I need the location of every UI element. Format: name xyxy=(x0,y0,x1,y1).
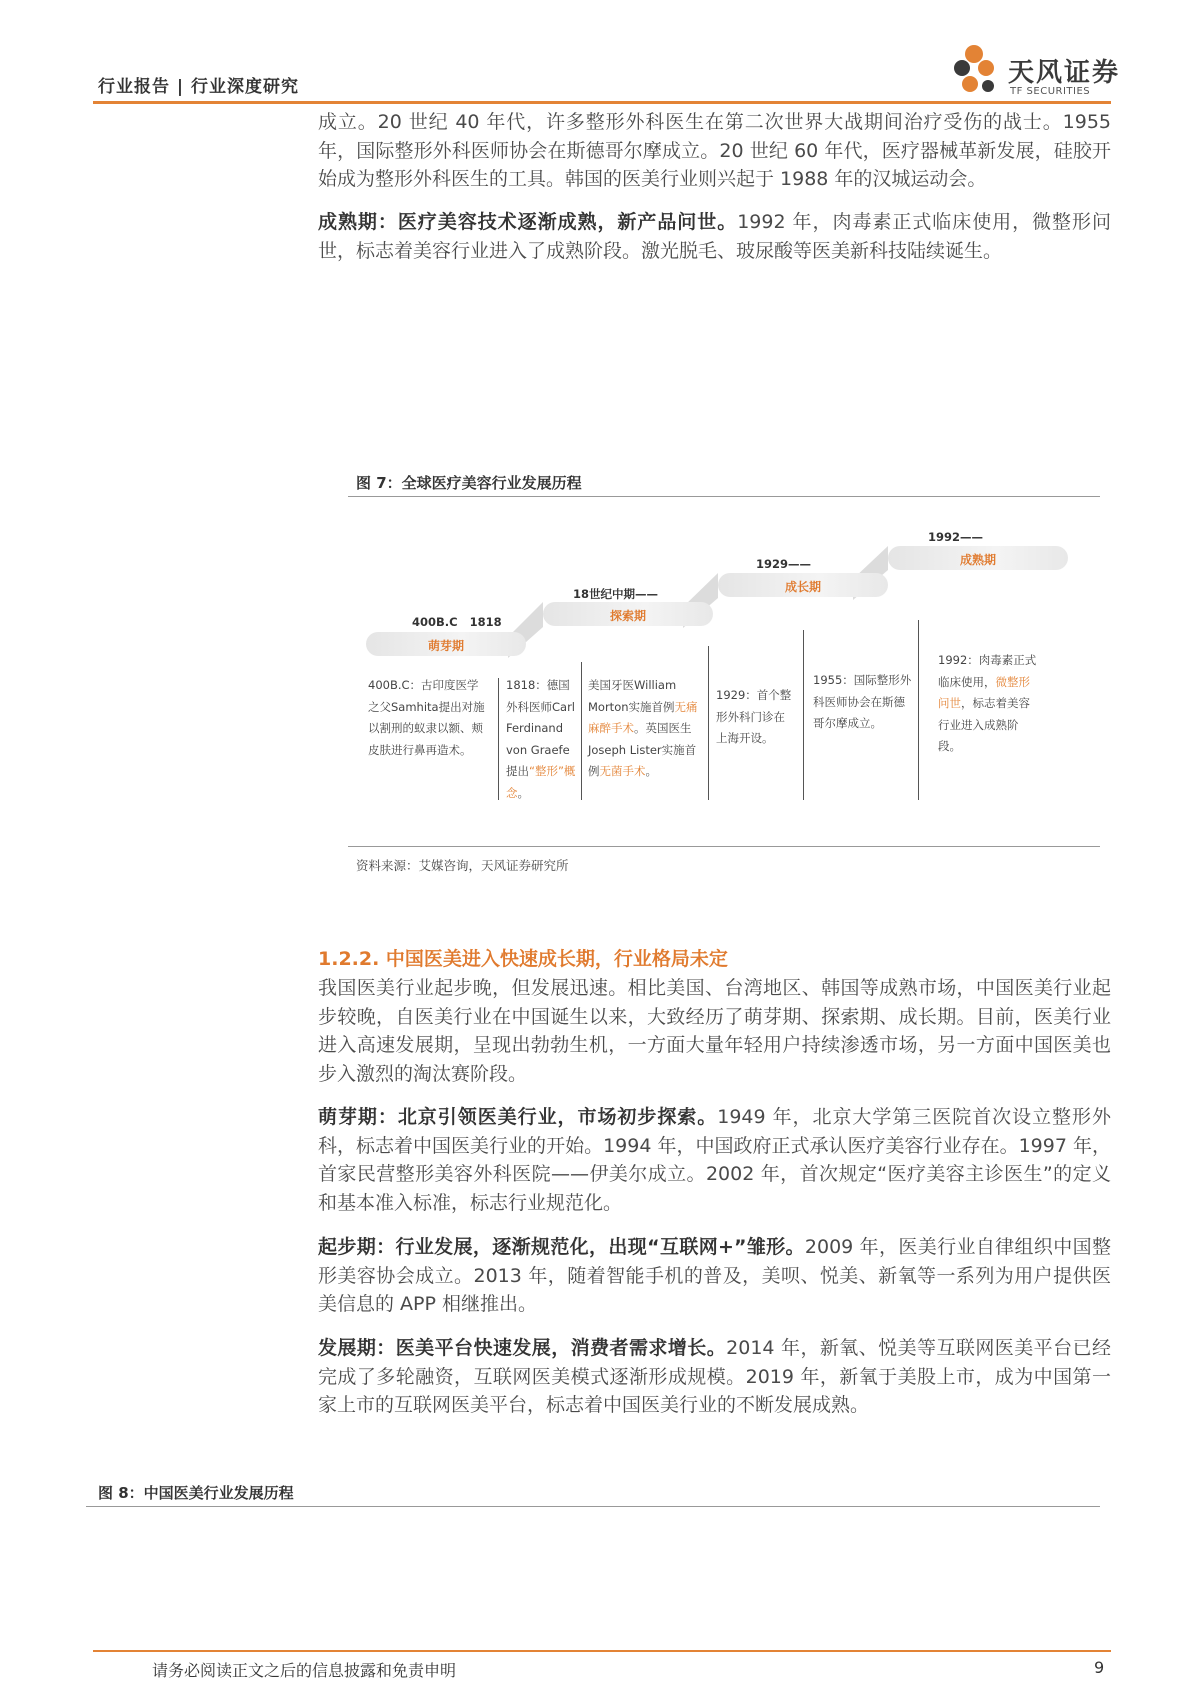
intro-paragraph-1: 成立。20 世纪 40 年代，许多整形外科医生在第二次世界大战期间治疗受伤的战士。1955 年，国际整形外科医师协会在斯德哥尔摩成立。20 世纪 60 年代，医疗器械革新发展，硅胶开始成为整形外科医生的工具。韩国的医美行业则兴起于 1988 年的汉城运动会。 xyxy=(318,111,1111,190)
timeline-separator xyxy=(708,646,709,800)
event-2-end: 。 xyxy=(517,785,529,800)
event-2-text: 1818：德国外科医师Carl Ferdinand von Graefe提出 xyxy=(506,678,575,778)
global-timeline-figure xyxy=(348,510,1100,840)
figure-7-source: 资料来源：艾媒咨询，天风证券研究所 xyxy=(356,858,569,873)
timeline-event-3 xyxy=(588,675,703,783)
section-paragraph-2 xyxy=(318,1103,1111,1217)
phase-4-label: 成熟期 xyxy=(959,553,996,567)
phase-1-years: 400B.C 1818 xyxy=(412,615,502,629)
figure-8-caption: 图 8：中国医美行业发展历程 xyxy=(98,1484,294,1502)
event-2-highlight: “整形”概念 xyxy=(506,764,576,800)
header-rule xyxy=(93,101,1111,104)
event-3b-highlight: 无菌手术 xyxy=(599,764,646,778)
section-paragraph-2-lead: 萌芽期：北京引领医美行业，市场初步探索。 xyxy=(318,1106,718,1128)
disclaimer: 请务必阅读正文之后的信息披露和免责申明 xyxy=(152,1661,457,1680)
figure-7-caption: 图 7：全球医疗美容行业发展历程 xyxy=(356,474,582,492)
timeline-separator xyxy=(918,620,919,800)
timeline-event-4 xyxy=(716,685,796,750)
intro-paragraph-2 xyxy=(318,208,1111,265)
event-6-end: ，标志着美容行业进入成熟阶段。 xyxy=(938,696,1030,753)
page-number: 9 xyxy=(1094,1658,1105,1677)
section-paragraph-3-body: 2009 年，医美行业自律组织中国整形美容协会成立。2013 年，随着智能手机的普及，美呗、悦美、新氧等一系列为用户提供医美信息的 APP 相继推出。 xyxy=(318,1236,1111,1315)
event-5-text: 1955：国际整形外科医师协会在斯德哥尔摩成立。 xyxy=(813,673,912,730)
report-type: 行业报告 | 行业深度研究 xyxy=(98,77,300,97)
intro-paragraph-2-body: 1992 年，肉毒素正式临床使用，微整形问世，标志着美容行业进入了成熟阶段。激光脱毛、玻尿酸等医美新科技陆续诞生。 xyxy=(318,211,1111,262)
timeline-event-5 xyxy=(813,670,913,735)
event-6-highlight: 微整形问世 xyxy=(938,674,1030,710)
timeline-event-2 xyxy=(506,675,576,804)
section-paragraph-4-body: 2014 年，新氧、悦美等互联网医美平台已经完成了多轮融资，互联网医美模式逐渐形成规模。2019 年，新氧于美股上市，成为中国第一家上市的互联网医美平台，标志着中国医美行业的不断发展成熟。 xyxy=(318,1337,1111,1416)
figure-7-bottom-rule xyxy=(348,846,1100,847)
logo-name: 天风证券 xyxy=(1008,58,1121,88)
event-1-text: 400B.C：古印度医学之父Samhita提出对施以割刑的蚁隶以额、颊皮肤进行鼻再造术。 xyxy=(368,678,485,757)
section-paragraph-4-lead: 发展期：医美平台快速发展，消费者需求增长。 xyxy=(318,1337,727,1359)
event-6-text: 1992：肉毒素正式临床使用， xyxy=(938,653,1037,689)
phase-2-label: 探索期 xyxy=(609,609,646,623)
event-4-text: 1929：首个整形外科门诊在上海开设。 xyxy=(716,688,792,745)
timeline-event-6 xyxy=(938,650,1038,758)
phase-3-years: 1929—— xyxy=(756,557,812,571)
event-3b-end: 。 xyxy=(645,764,657,778)
footer-rule xyxy=(93,1650,1111,1652)
event-3b-text: 英国医生Joseph Lister实施首例 xyxy=(588,721,697,778)
timeline-separator xyxy=(498,678,499,800)
timeline-separator xyxy=(581,662,582,800)
section-paragraph-4 xyxy=(318,1334,1111,1420)
section-paragraph-3-lead: 起步期：行业发展，逐渐规范化，出现“互联网+”雏形。 xyxy=(318,1236,805,1258)
section-paragraph-1: 我国医美行业起步晚，但发展迅速。相比美国、台湾地区、韩国等成熟市场，中国医美行业起步较晚，自医美行业在中国诞生以来，大致经历了萌芽期、探索期、成长期。目前，医美行业进入高速发展期，呈现出勃勃生机，一方面大量年轻用户持续渗透市场，另一方面中国医美也步入激烈的淘汰赛阶段。 xyxy=(318,977,1111,1085)
phase-4-years: 1992—— xyxy=(928,530,984,544)
phase-2-years: 18世纪中期—— xyxy=(573,587,659,601)
phase-1-label: 萌芽期 xyxy=(427,639,464,653)
section-paragraph-2-body: 1949 年，北京大学第三医院首次设立整形外科，标志着中国医美行业的开始。1994 年，中国政府正式承认医疗美容行业存在。1997 年，首家民营整形美容外科医院——伊美尔成立。2002 年，首次规定“医疗美容主诊医生”的定义和基本准入标准，标志行业规范化。 xyxy=(318,1106,1111,1214)
logo-english: TF SECURITIES xyxy=(1010,86,1091,97)
timeline-separator xyxy=(803,630,804,800)
section-paragraph-3 xyxy=(318,1233,1111,1319)
figure-7-top-rule xyxy=(348,496,1100,497)
event-3-text: 美国牙医William Morton实施首例 xyxy=(588,678,677,714)
event-3-highlight: 无痛麻醉手术 xyxy=(588,699,698,735)
phase-3-label: 成长期 xyxy=(784,580,821,594)
timeline-event-1 xyxy=(368,675,490,761)
figure-8-top-rule xyxy=(86,1506,1100,1507)
section-heading: 1.2.2. 中国医美进入快速成长期，行业格局未定 xyxy=(318,948,728,970)
intro-paragraph-2-lead: 成熟期：医疗美容技术逐渐成熟，新产品问世。 xyxy=(318,211,738,233)
event-3-end: 。 xyxy=(634,721,646,735)
